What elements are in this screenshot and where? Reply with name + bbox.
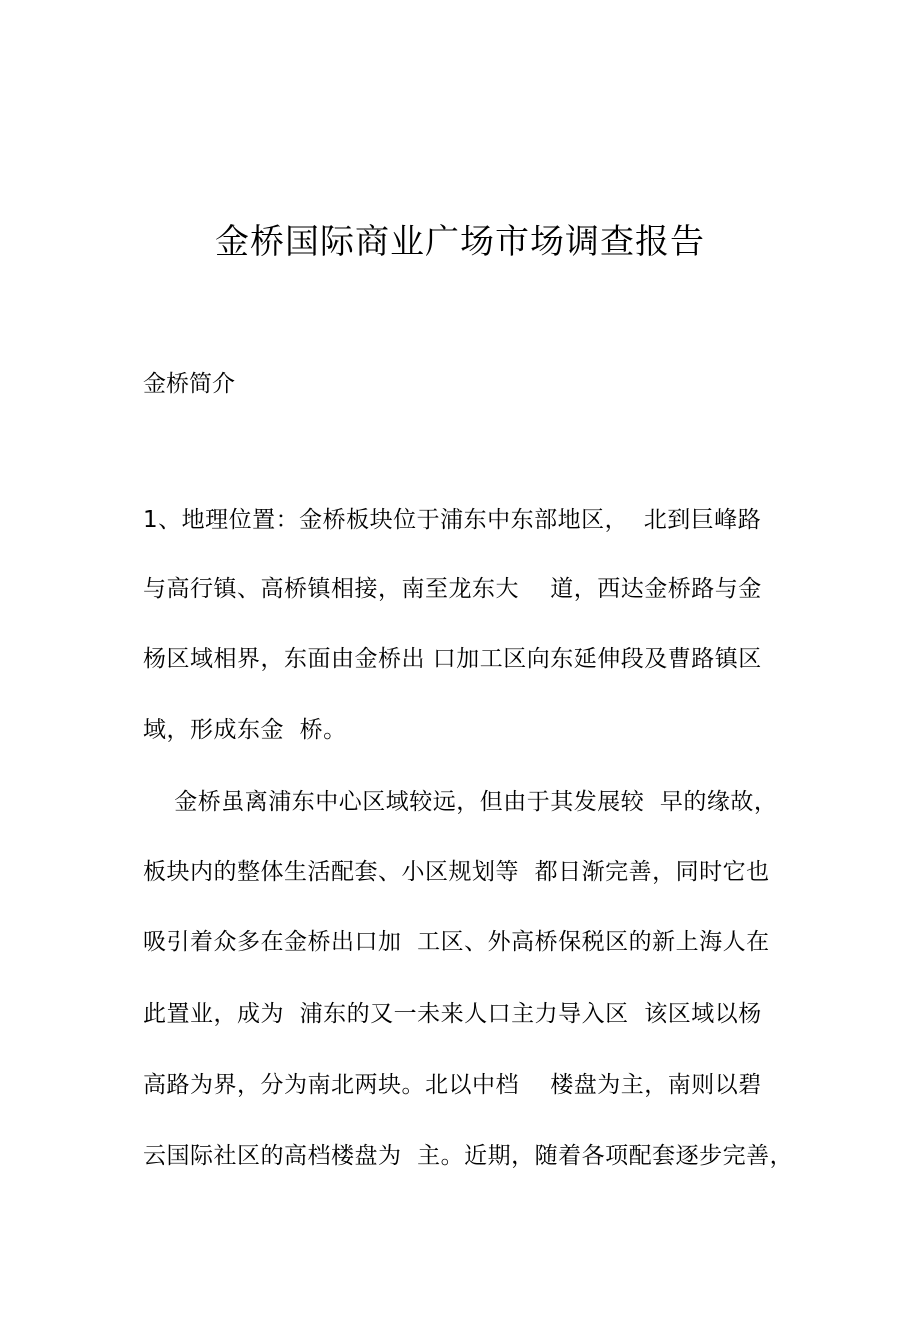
paragraph-line: 此置业，成为 浦东的又一未来人口主力导入区 该区域以杨 [143,1001,762,1027]
paragraph-line: 板块内的整体生活配套、小区规划等 都日渐完善，同时它也 [143,859,770,885]
paragraph-line: 杨区域相界，东面由金桥出 口加工区向东延伸段及曹路镇区 [143,646,762,672]
paragraph-line: 吸引着众多在金桥出口加 工区、外高桥保税区的新上海人在 [143,929,770,955]
paragraph-line: 金桥虽离浦东中心区域较远，但由于其发展较 早的缘故， [143,789,778,815]
paragraph-line: 1、地理位置：金桥板块位于浦东中东部地区， 北到巨峰路 [143,507,762,533]
page-title: 金桥国际商业广场市场调查报告 [215,222,705,262]
paragraph-line: 高路为界，分为南北两块。北以中档 楼盘为主，南则以碧 [143,1072,762,1098]
paragraph-line: 与高行镇、高桥镇相接，南至龙东大 道，西达金桥路与金 [143,576,762,602]
paragraph-line: 域，形成东金 桥。 [143,717,347,743]
section-heading: 金桥简介 [143,371,235,397]
paragraph-line: 云国际社区的高档楼盘为 主。近期，随着各项配套逐步完善， [143,1143,794,1169]
